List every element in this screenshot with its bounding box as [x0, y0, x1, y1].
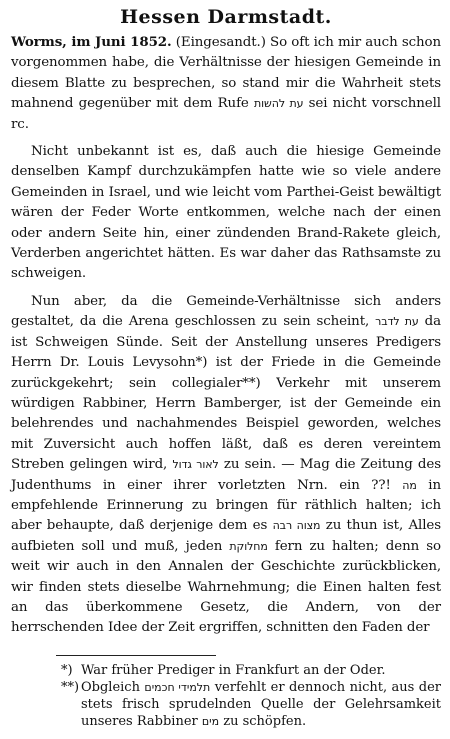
paragraph-2: Nicht unbekannt ist es, daß auch die hiesige Gemeinde denselben Kampf durchzukämpfen hatte wie so viele andere Gemeinden in Israel, und wie leicht vom Parthei-Geist bewältigt wären der Feder Worte entkommen, welche nach der einen oder andern Seite hin, einer zündenden Brand-Rakete gleich, Verderben angerichtet hätten. Es war daher das Rathsamste zu schweigen. — [11, 144, 441, 282]
footnote-2-text-b: verfehlt er dennoch nicht, aus der stets frisch sprudelnden Quelle der Gelehrsamkeit unseres Rabbiner — [81, 679, 441, 729]
hebrew-phrase: עת לדבר — [375, 315, 419, 329]
paragraph-3-text-d: in empfehlende Erinnerung zu bringen für räthlich halten; ich aber behaupte, daß derjenige dem es — [11, 477, 441, 534]
page-title: Hessen Darmstadt. — [120, 6, 332, 28]
paragraph-1 — [11, 32, 441, 135]
hebrew-phrase: תלמידי חכמים — [144, 680, 211, 694]
paragraph-3-text-e: zu thun ist, Alles aufbieten soll und muß, jeden — [11, 518, 441, 554]
footnotes — [11, 662, 441, 730]
hebrew-phrase: עת להשות — [254, 97, 304, 111]
footnote-divider — [56, 655, 216, 656]
footnote-2-text-c: zu schöpfen. — [219, 713, 307, 729]
hebrew-phrase: מים — [201, 714, 220, 728]
footnote-2 — [61, 679, 441, 730]
footnote-marker: *) — [61, 662, 73, 678]
footnote-1 — [61, 662, 441, 679]
paragraph-3-text-b: da ist Schweigen Sünde. Seit der Anstellung unseres Predigers Herrn Dr. Louis Levysohn*) ist der Friede in die Gemeinde zurückgekehrt; sein collegialer**) Verkehr mit unserem würdigen Rabbiner, Herrn Bamberger, ist der Gemeinde ein belehrendes und nachahmendes Beispiel geworden, welches mit Zuversicht auch hoffen läßt, daß es deren vereintem Streben gelingen wird, — [11, 314, 442, 473]
hebrew-phrase: מה — [402, 478, 417, 492]
hebrew-phrase: מצוה רבה — [272, 519, 321, 533]
hebrew-phrase: מחלוקת — [229, 539, 268, 553]
footnote-2-text-a: Obgleich — [81, 679, 145, 695]
paragraph-1-text-b: sei nicht vorschnell rc. — [11, 96, 441, 132]
hebrew-phrase: לאור גדול — [172, 458, 219, 472]
article-body — [11, 32, 441, 639]
paragraph-3-text-a: Nun aber, da die Gemeinde-Verhältnisse sich anders gestaltet, da die Arena geschlossen zu sein scheint, — [11, 293, 441, 330]
paragraph-1-text-a: (Eingesandt.) So oft ich mir auch schon vorgenommen habe, die Verhältnisse der hiesigen Gemeinde in diesem Blatte zu besprechen, so stand mir die Wahrheit stets mahnend gegenüber mit dem Rufe — [11, 35, 441, 112]
paragraph-3-text-c: zu sein. — Mag die Zeitung des Judenthums in einer ihrer vorletzten Nrn. ein ??! — [11, 457, 441, 493]
paragraph-3-text-f: fern zu halten; denn so weit wir auch in den Annalen der Geschichte zurückblicken, wir finden stets dieselbe Wahrnehmung; die Einen halten fest an das überkommene Gesetz, die Andern, von der herrschenden Idee der Zeit ergriffen, schnitten den Faden der — [11, 538, 441, 636]
footnote-1-text: War früher Prediger in Frankfurt an der Oder. — [81, 662, 386, 678]
dateline: Worms, im Juni 1852. — [11, 34, 172, 50]
footnote-marker: **) — [61, 679, 80, 695]
paragraph-3 — [11, 292, 441, 639]
